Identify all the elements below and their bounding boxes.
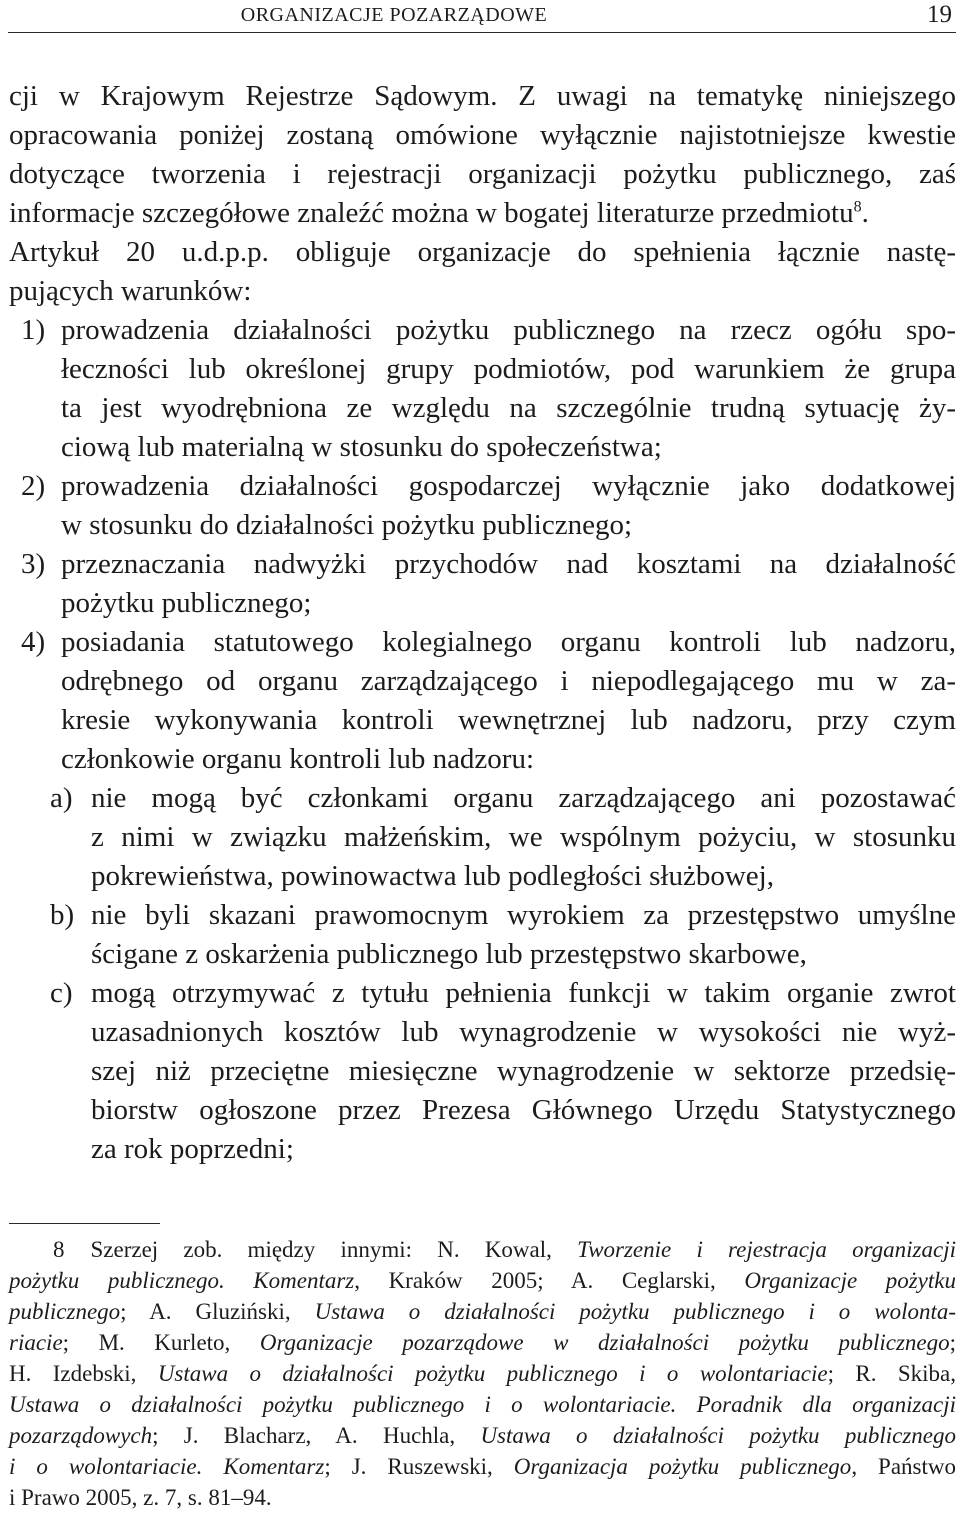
footnote-title: Ustawa o działalności pożytku publicznego: [480, 1423, 956, 1448]
sublist-marker: b): [50, 899, 75, 931]
body-line: opracowania poniżej zostaną omówione wyłącznie najistotniejsze kwestie: [9, 119, 956, 151]
footnote-title: Organizacja pożytku publicznego: [513, 1454, 852, 1479]
sublist-item-line: mogą otrzymywać z tytułu pełnienia funkcji w takim organie zwrot: [91, 977, 956, 1009]
footnote-title: riacie: [9, 1330, 63, 1355]
footnote-title: pożytku publicznego. Komentarz: [9, 1268, 355, 1293]
list-item-line: odrębnego od organu zarządzającego i niepodlegającego mu w za-: [61, 665, 956, 697]
sublist-item-line: nie mogą być członkami organu zarządzającego ani pozostawać: [91, 782, 956, 814]
list-marker: 2): [21, 470, 46, 502]
footnote-title: Ustawa o działalności pożytku publicznego i o wolontariacie: [157, 1361, 828, 1386]
running-title: ORGANIZACJE POZARZĄDOWE: [240, 4, 548, 26]
footnote-title: Organizacje pozarządowe w działalności pożytku publicznego: [259, 1330, 950, 1355]
sublist-item-line: nie byli skazani prawomocnym wyrokiem za przestępstwo umyślne: [91, 899, 956, 931]
list-item-line: prowadzenia działalności gospodarczej wyłącznie jako dodatkowej: [61, 470, 956, 502]
sublist-item-line: szej niż przeciętne miesięczne wynagrodzenie w sektorze przedsię-: [91, 1055, 956, 1087]
footnote-line: [9, 1329, 956, 1357]
footnote-title: pozarządowych: [9, 1423, 153, 1448]
footnote-text: , Kraków 2005; A. Ceglarski,: [354, 1268, 745, 1293]
sublist-item-line: ścigane z oskarżenia publicznego lub przestępstwo skarbowe,: [91, 938, 807, 970]
body-line-text: .: [861, 197, 869, 229]
body-line: [9, 196, 869, 230]
list-item-line: posiadania statutowego kolegialnego organu kontroli lub nadzoru,: [61, 626, 956, 658]
footnote-line: [9, 1267, 956, 1295]
footnote-line: [9, 1391, 956, 1419]
footnote-line: [9, 1298, 956, 1326]
list-item-line: w stosunku do działalności pożytku publicznego;: [61, 509, 633, 541]
footnote-text: , Państwo: [851, 1454, 956, 1479]
footnote-line: [9, 1453, 956, 1481]
sublist-item-line: uzasadnionych kosztów lub wynagrodzenie w wysokości nie wyż-: [91, 1016, 956, 1048]
body-line: pujących warunków:: [9, 275, 252, 307]
list-item-line: pożytku publicznego;: [61, 587, 312, 619]
sublist-item-line: biorstw ogłoszone przez Prezesa Głównego Urzędu Statystycznego: [91, 1094, 956, 1126]
footnote-separator: [9, 1223, 160, 1224]
sublist-item-line: pokrewieństwa, powinowactwa lub podległości służbowej,: [91, 860, 774, 892]
footnote-text: i Prawo 2005, z. 7, s. 81–94.: [9, 1485, 272, 1510]
list-item-line: łeczności lub określonej grupy podmiotów, pod warunkiem że grupa: [61, 353, 956, 385]
footnote-ref: 8: [853, 198, 862, 216]
list-item-line: członkowie organu kontroli lub nadzoru:: [61, 743, 535, 775]
list-item-line: kresie wykonywania kontroli wewnętrznej lub nadzoru, przy czym: [61, 704, 956, 736]
sublist-marker: a): [50, 782, 73, 814]
footnote-title: Ustawa o działalności pożytku publicznego i o wolonta-: [314, 1299, 957, 1324]
footnote-text: ; A. Gluziński,: [120, 1299, 315, 1324]
list-item-line: ta jest wyodrębniona ze względu na szczególnie trudną sytuację ży-: [61, 392, 956, 424]
list-item-line: prowadzenia działalności pożytku publicznego na rzecz ogółu spo-: [61, 314, 956, 346]
footnote-title: Organizacje pożytku: [744, 1268, 956, 1293]
footnote-text: ; J. Blacharz, A. Huchla,: [152, 1423, 481, 1448]
footnote-number: 8: [53, 1237, 65, 1262]
body-line: dotyczące tworzenia i rejestracji organizacji pożytku publicznego, zaś: [9, 158, 956, 190]
footnote-text: ;: [949, 1330, 956, 1355]
list-marker: 1): [21, 314, 46, 346]
list-item-line: ciową lub materialną w stosunku do społeczeństwa;: [61, 431, 662, 463]
footnote-text: ; R. Skiba,: [827, 1361, 956, 1386]
body-line: cji w Krajowym Rejestrze Sądowym. Z uwagi na tematykę niniejszego: [9, 80, 956, 112]
footnote-title: Ustawa o działalności pożytku publicznego i o wolontariacie. Poradnik dla organizacji: [9, 1392, 956, 1417]
footnote-title: i o wolontariacie. Komentarz: [9, 1454, 325, 1479]
footnote-title: Tworzenie i rejestracja organizacji: [577, 1237, 956, 1262]
footnote-text: ; M. Kurleto,: [62, 1330, 260, 1355]
footnote-text: Szerzej zob. między innymi: N. Kowal,: [90, 1237, 578, 1262]
list-marker: 3): [21, 548, 46, 580]
footnote-line: [9, 1236, 956, 1264]
sublist-marker: c): [50, 977, 73, 1009]
list-item-line: przeznaczania nadwyżki przychodów nad kosztami na działalność: [61, 548, 956, 580]
body-line-text: informacje szczegółowe znaleźć można w bogatej literaturze przedmiotu: [9, 197, 854, 229]
page-number: 19: [927, 1, 952, 28]
list-marker: 4): [21, 626, 46, 658]
footnote-text: ; J. Ruszewski,: [324, 1454, 514, 1479]
footnote-line: [9, 1484, 272, 1512]
body-line: Artykuł 20 u.d.p.p. obliguje organizacje do spełnienia łącznie nastę-: [9, 236, 956, 268]
footnote-line: [9, 1422, 956, 1450]
sublist-item-line: za rok poprzedni;: [91, 1133, 294, 1165]
footnote-text: H. Izdebski,: [9, 1361, 158, 1386]
footnote-line: [9, 1360, 956, 1388]
sublist-item-line: z nimi w związku małżeńskim, we wspólnym pożyciu, w stosunku: [91, 821, 956, 853]
footnote-title: publicznego: [9, 1299, 121, 1324]
